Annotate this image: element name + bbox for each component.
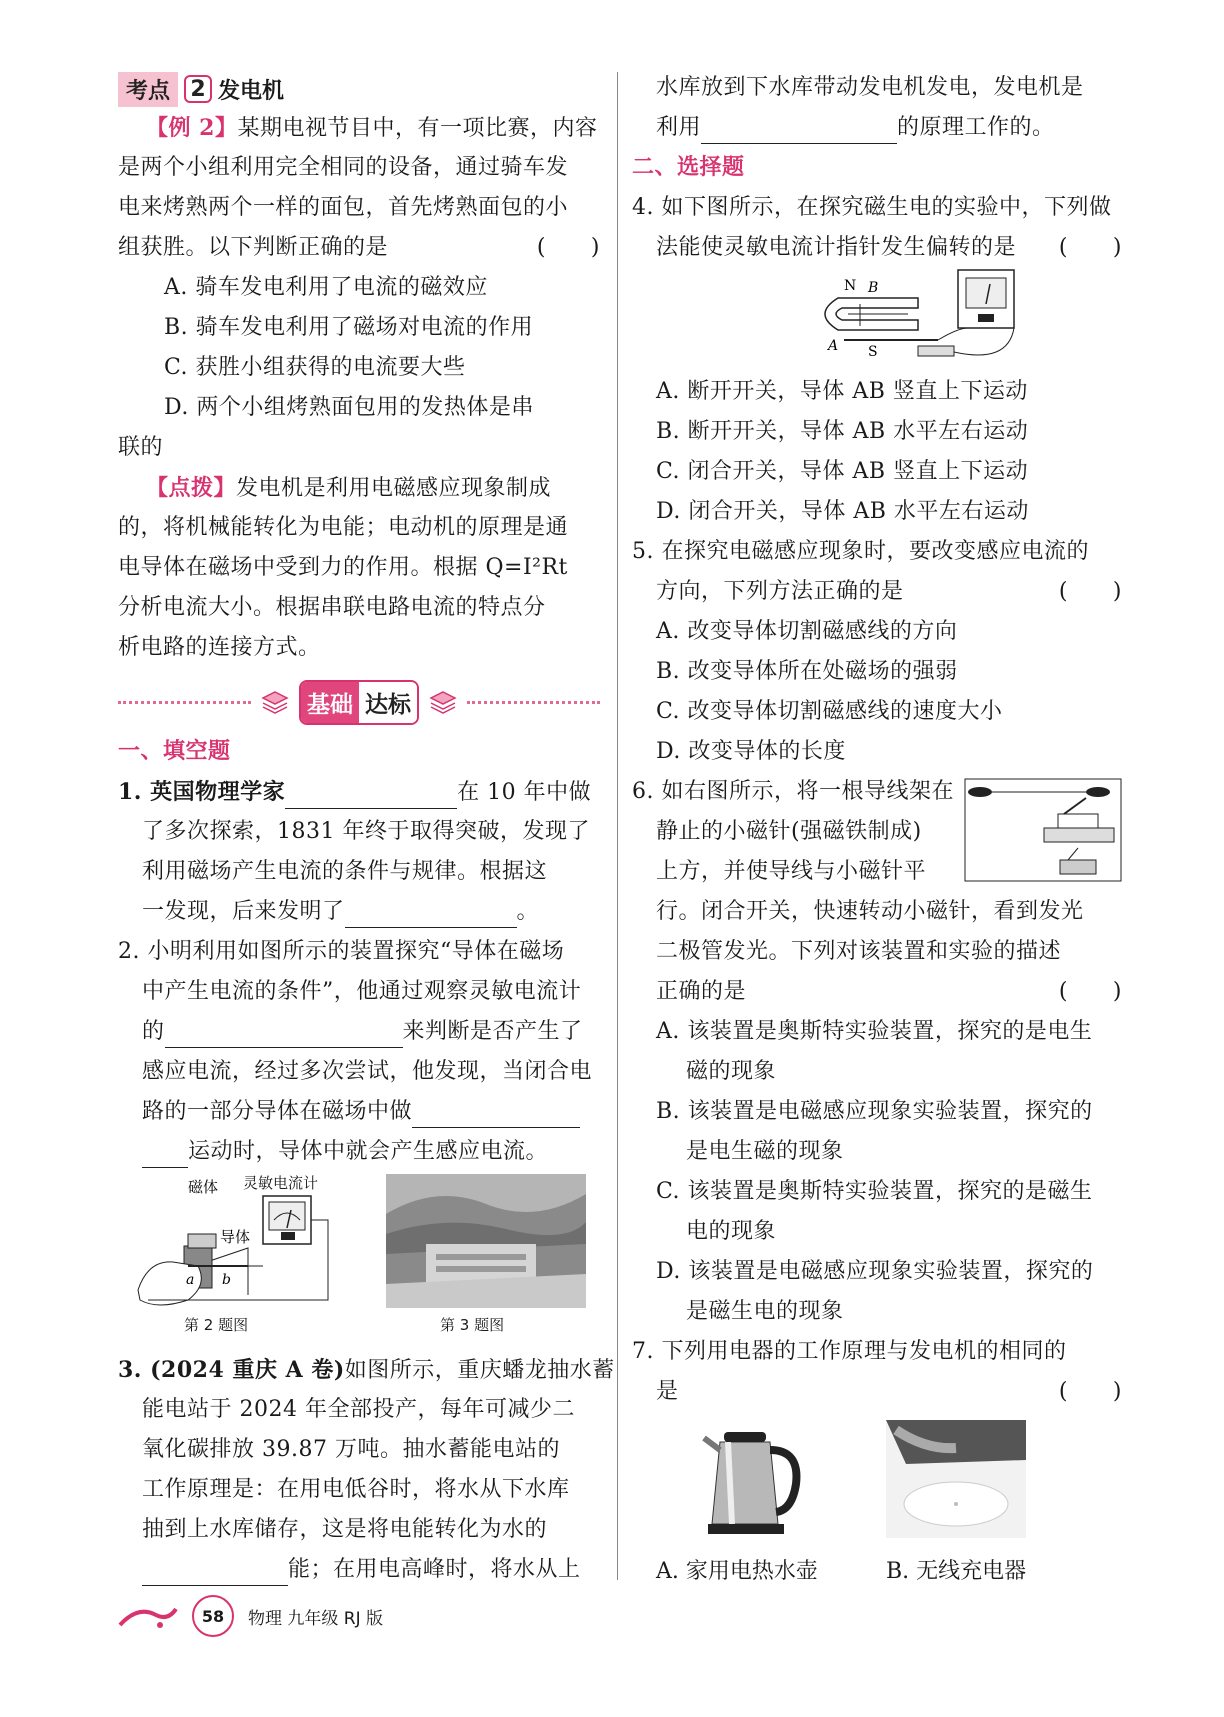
decorative-swoosh-icon bbox=[118, 1601, 178, 1631]
section-fill-blank: 一、填空题 bbox=[118, 739, 231, 764]
banner-label-b: 达标 bbox=[359, 682, 417, 723]
fig4-label-n: N bbox=[844, 278, 857, 294]
q2-line-6: 运动时，导体中就会产生感应电流。 bbox=[142, 1136, 548, 1168]
q6-line-2: 静止的小磁针(强磁铁制成) bbox=[656, 819, 922, 844]
q1-line-4: 一发现，后来发明了 。 bbox=[142, 896, 539, 928]
example-option-a: A. 骑车发电利用了电流的磁效应 bbox=[164, 275, 488, 300]
q5-line-2: 方向，下列方法正确的是 ( ) bbox=[656, 579, 1122, 604]
q3-line-6: 能；在用电高峰时，将水从上 bbox=[142, 1554, 581, 1586]
column-divider bbox=[617, 72, 618, 1580]
q3-source: (2024 重庆 A 卷) bbox=[150, 1357, 345, 1383]
q2-line-5: 路的一部分导体在磁场中做 bbox=[142, 1096, 580, 1128]
q6-option-b: B. 该装置是电磁感应现象实验装置，探究的 bbox=[656, 1099, 1093, 1124]
banner-dots-right bbox=[467, 701, 600, 704]
q7-line-1: 7. 下列用电器的工作原理与发电机的相同的 bbox=[632, 1339, 1067, 1364]
hint-line-2: 的，将机械能转化为电能；电动机的原理是通 bbox=[118, 515, 569, 540]
kaodian-number: 2 bbox=[184, 75, 212, 103]
figure-6-led-setup bbox=[964, 778, 1122, 882]
q5-option-b: B. 改变导体所在处磁场的强弱 bbox=[656, 659, 958, 684]
q3-line-2: 能电站于 2024 年全部投产，每年可减少二 bbox=[142, 1397, 575, 1422]
book-label: 物理 九年级 RJ 版 bbox=[248, 1608, 384, 1629]
q4-option-d: D. 闭合开关，导体 AB 水平左右运动 bbox=[656, 499, 1029, 524]
example-option-b: B. 骑车发电利用了磁场对电流的作用 bbox=[164, 315, 534, 340]
q3-line-5: 抽到上水库储存，这是将电能转化为水的 bbox=[142, 1517, 548, 1542]
q3-blank-1[interactable] bbox=[142, 1562, 288, 1586]
example-option-d-cont: 联的 bbox=[118, 435, 164, 460]
section-banner bbox=[118, 680, 600, 724]
q3-cont-line-2: 利用 的原理工作的。 bbox=[656, 112, 1055, 144]
example-line-3: 电来烤熟两个一样的面包，首先烤熟面包的小 bbox=[118, 195, 569, 220]
fig2-label-meter: 灵敏电流计 bbox=[243, 1174, 319, 1192]
kaodian-title: 发电机 bbox=[218, 78, 285, 104]
fig4-label-b: B bbox=[868, 280, 879, 296]
hint-line-1: 【点拨】发电机是利用电磁感应现象制成 bbox=[146, 475, 552, 501]
q2-line-4: 感应电流，经过多次尝试，他发现，当闭合电 bbox=[142, 1059, 593, 1084]
q2-line-3: 的 来判断是否产生了 bbox=[142, 1016, 583, 1048]
q6-option-a: A. 该装置是奥斯特实验装置，探究的是电生 bbox=[656, 1019, 1093, 1044]
kaodian-tag: 考点 bbox=[118, 72, 178, 107]
q5-option-a: A. 改变导体切割磁感线的方向 bbox=[656, 619, 958, 644]
q6-option-d: D. 该装置是电磁感应现象实验装置，探究的 bbox=[656, 1259, 1094, 1284]
example-line-2: 是两个小组利用完全相同的设备，通过骑车发 bbox=[118, 155, 569, 180]
q3-line-4: 工作原理是：在用电低谷时，将水从下水库 bbox=[142, 1477, 570, 1502]
q4-option-b: B. 断开开关，导体 AB 水平左右运动 bbox=[656, 419, 1029, 444]
q1-line-1: 1. 英国物理学家 在 10 年中做 bbox=[118, 776, 591, 809]
fig2-label-conductor: 导体 bbox=[220, 1228, 251, 1246]
q1-line-2: 了多次探索，1831 年终于取得突破，发现了 bbox=[142, 819, 590, 844]
q3-blank-2[interactable] bbox=[701, 120, 897, 144]
fig4-label-a: A bbox=[828, 338, 839, 354]
q4-option-a: A. 断开开关，导体 AB 竖直上下运动 bbox=[656, 379, 1028, 404]
hint-line-3: 电导体在磁场中受到力的作用。根据 Q=I²Rt bbox=[118, 555, 568, 580]
kettle-image bbox=[700, 1420, 808, 1538]
q6-line-1: 6. 如右图所示，将一根导线架在 bbox=[632, 779, 954, 804]
q2-line-1: 2. 小明利用如图所示的装置探究“导体在磁场 bbox=[118, 939, 565, 964]
kaodian-heading bbox=[118, 72, 284, 106]
fig2-label-a: a bbox=[186, 1272, 195, 1288]
example-option-d: D. 两个小组烤熟面包用的发热体是串 bbox=[164, 395, 534, 420]
q6-option-d-cont: 是磁生电的现象 bbox=[686, 1299, 844, 1324]
section-choice: 二、选择题 bbox=[632, 155, 745, 180]
example-line-1: 【例 2】某期电视节目中，有一项比赛，内容 bbox=[146, 115, 598, 141]
q4-option-c: C. 闭合开关，导体 AB 竖直上下运动 bbox=[656, 459, 1029, 484]
layers-icon bbox=[429, 690, 457, 714]
q6-line-4: 行。闭合开关，快速转动小磁针，看到发光 bbox=[656, 899, 1084, 924]
q6-option-a-cont: 磁的现象 bbox=[686, 1059, 777, 1084]
q2-blank-2[interactable] bbox=[412, 1104, 580, 1128]
q6-line-6: 正确的是 ( ) bbox=[656, 979, 1122, 1004]
q6-option-c-cont: 电的现象 bbox=[686, 1219, 777, 1244]
q1-line-3: 利用磁场产生电流的条件与规律。根据这 bbox=[142, 859, 548, 884]
q5-line-1: 5. 在探究电磁感应现象时，要改变感应电流的 bbox=[632, 539, 1089, 564]
banner-label bbox=[299, 680, 419, 725]
q2-blank-2-cont[interactable] bbox=[142, 1144, 188, 1168]
example-option-c: C. 获胜小组获得的电流要大些 bbox=[164, 355, 466, 380]
q4-line-2: 法能使灵敏电流计指针发生偏转的是 ( ) bbox=[656, 235, 1122, 260]
hint-line-4: 分析电流大小。根据串联电路电流的特点分 bbox=[118, 595, 546, 620]
q7-line-2: 是 ( ) bbox=[656, 1379, 1122, 1404]
fig3-caption: 第 3 题图 bbox=[440, 1316, 505, 1334]
q1-blank-2[interactable] bbox=[345, 904, 517, 928]
q4-line-1: 4. 如下图所示，在探究磁生电的实验中，下列做 bbox=[632, 195, 1112, 220]
q3-cont-line-1: 水库放到下水库带动发电机发电，发电机是 bbox=[656, 75, 1084, 100]
q3-line-3: 氧化碳排放 39.87 万吨。抽水蓄能电站的 bbox=[142, 1437, 560, 1462]
banner-label-a: 基础 bbox=[301, 682, 359, 723]
q7-option-b: B. 无线充电器 bbox=[886, 1559, 1027, 1584]
q2-blank-1[interactable] bbox=[165, 1024, 403, 1048]
q5-option-d: D. 改变导体的长度 bbox=[656, 739, 846, 764]
figure-4-magnet-setup bbox=[808, 268, 1028, 364]
fig2-label-magnet: 磁体 bbox=[188, 1178, 219, 1196]
q6-option-b-cont: 是电生磁的现象 bbox=[686, 1139, 844, 1164]
q6-option-c: C. 该装置是奥斯特实验装置，探究的是磁生 bbox=[656, 1179, 1093, 1204]
fig2-label-b: b bbox=[222, 1272, 231, 1288]
q7-option-a: A. 家用电热水壶 bbox=[656, 1559, 818, 1584]
q6-line-5: 二极管发光。下列对该装置和实验的描述 bbox=[656, 939, 1062, 964]
fig2-caption: 第 2 题图 bbox=[184, 1316, 249, 1334]
fig4-label-s: S bbox=[868, 344, 878, 360]
q2-line-2: 中产生电流的条件”，他通过观察灵敏电流计 bbox=[142, 979, 582, 1004]
banner-dots-left bbox=[118, 701, 251, 704]
q3-line-1: 3. (2024 重庆 A 卷)如图所示，重庆蟠龙抽水蓄 bbox=[118, 1357, 615, 1383]
figure-3-power-station-photo bbox=[386, 1174, 586, 1308]
wireless-charger-image bbox=[886, 1420, 1026, 1538]
q6-line-3: 上方，并使导线与小磁针平 bbox=[656, 859, 927, 884]
page-number: 58 bbox=[192, 1595, 234, 1637]
example-line-4: 组获胜。以下判断正确的是 ( ) bbox=[118, 235, 600, 260]
page-footer bbox=[118, 1595, 383, 1637]
q1-blank-1[interactable] bbox=[285, 785, 457, 809]
q5-option-c: C. 改变导体切割磁感线的速度大小 bbox=[656, 699, 1003, 724]
hint-line-5: 析电路的连接方式。 bbox=[118, 635, 321, 660]
layers-icon bbox=[261, 690, 289, 714]
